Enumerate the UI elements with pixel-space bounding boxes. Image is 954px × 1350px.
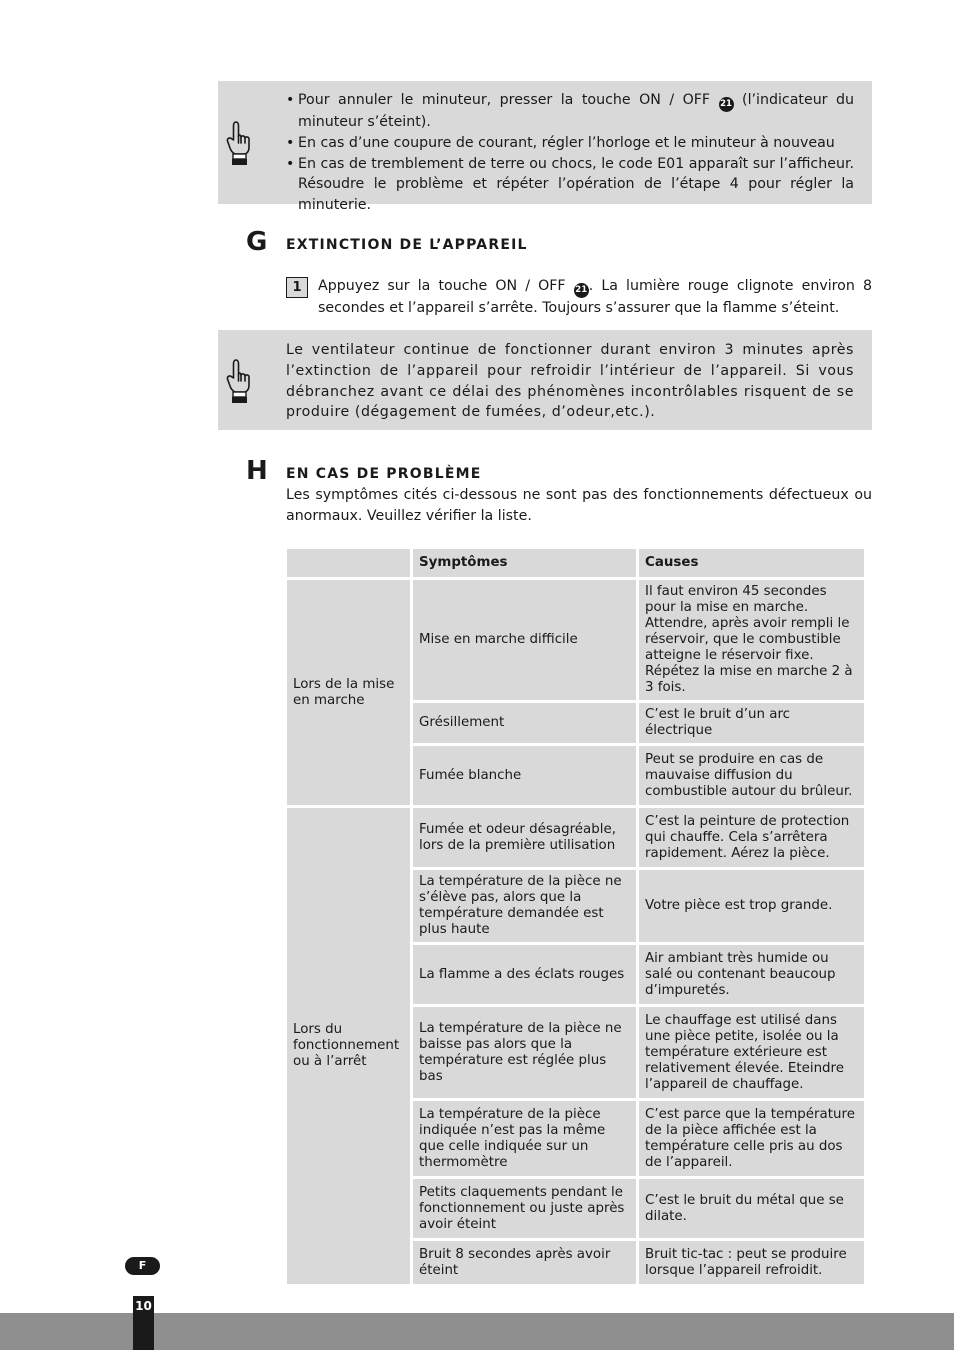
symptom-cell: La température de la pièce ne s’élève pas, alors que la température demandée est plus haute <box>413 870 636 942</box>
note-text: Le ventilateur continue de fonctionner durant environ 3 minutes après l’extinction de l’appareil pour refroidir l’intérieur de l’appareil. Si vous débranchez avant ce délai des phénomènes incontrôlables risquent de se produire (dégagement de fumées, d’odeur,etc.). <box>286 342 854 421</box>
group-label-startup: Lors de la mise en marche <box>287 580 410 805</box>
header-cell-symptoms: Symptômes <box>413 549 636 577</box>
note-text <box>286 90 854 216</box>
cause-cell: Votre pièce est trop grande. <box>639 870 864 942</box>
cause-cell: C’est parce que la température de la pièce affichée est la température celle pris au dos de l’appareil. <box>639 1101 864 1176</box>
note-box-timer <box>218 81 872 214</box>
symptom-cell: Mise en marche difficile <box>413 580 636 700</box>
cause-cell: Il faut environ 45 secondes pour la mise en marche. Attendre, après avoir rempli le réservoir, que le combustible atteigne le réservoir fixe. Répétez la mise en marche 2 à 3 fois. <box>639 580 864 700</box>
note-box-ventilator <box>218 330 872 430</box>
table-header-row <box>287 549 864 577</box>
cause-cell: C’est le bruit du métal que se dilate. <box>639 1179 864 1238</box>
cause-cell: Peut se produire en cas de mauvaise diffusion du combustible autour du brûleur. <box>639 746 864 805</box>
step-number-box: 1 <box>286 277 308 298</box>
symptom-cell: Bruit 8 secondes après avoir éteint <box>413 1241 636 1284</box>
pointing-hand-icon <box>224 120 252 166</box>
cause-cell: Le chauffage est utilisé dans une pièce petite, isolée ou la température extérieure est relativement élevée. Eteindre l’appareil de chauffage. <box>639 1007 864 1098</box>
note-item: • En cas d’une coupure de courant, régler l’horloge et le minuteur à nouveau <box>286 133 854 154</box>
header-cell-empty <box>287 549 410 577</box>
section-letter-g: G <box>246 227 268 257</box>
table-row <box>287 808 864 867</box>
cause-cell: C’est la peinture de protection qui chauffe. Cela s’arrêtera rapidement. Aérez la pièce. <box>639 808 864 867</box>
table-row <box>287 580 864 700</box>
section-intro: Les symptômes cités ci-dessous ne sont pas des fonctionnements défectueux ou anormaux. Veuillez vérifier la liste. <box>286 487 872 524</box>
section-title-extinction: EXTINCTION DE L’APPAREIL <box>286 237 528 253</box>
cause-cell: Bruit tic-tac : peut se produire lorsque l’appareil refroidit. <box>639 1241 864 1284</box>
symptom-cell: La flamme a des éclats rouges <box>413 945 636 1004</box>
symptom-cell: Petits claquements pendant le fonctionnement ou juste après avoir éteint <box>413 1179 636 1238</box>
section-title-problems: EN CAS DE PROBLÈME <box>286 466 482 482</box>
language-badge: F <box>125 1257 160 1275</box>
note-item: • Pour annuler le minuteur, presser la touche ON / OFF 21 (l’indicateur du minuteur s’éteint). <box>286 90 854 133</box>
button-21-ref-icon: 21 <box>574 283 589 298</box>
header-cell-causes: Causes <box>639 549 864 577</box>
section-letter-h: H <box>246 456 268 486</box>
pointing-hand-icon <box>224 358 252 404</box>
page-number: 10 <box>133 1296 154 1350</box>
troubleshooting-table <box>284 546 867 1287</box>
button-21-ref-icon: 21 <box>719 97 734 112</box>
symptom-cell: Fumée blanche <box>413 746 636 805</box>
step-text: Appuyez sur la touche ON / OFF 21 . La lumière rouge clignote environ 8 secondes et l’appareil s’arrête. Toujours s’assurer que la flamme s’éteint. <box>318 278 872 316</box>
symptom-cell: Grésillement <box>413 703 636 743</box>
group-label-operation: Lors du fonctionnement ou à l’arrêt <box>287 808 410 1284</box>
cause-cell: C’est le bruit d’un arc électrique <box>639 703 864 743</box>
symptom-cell: Fumée et odeur désagréable, lors de la première utilisation <box>413 808 636 867</box>
symptom-cell: La température de la pièce ne baisse pas alors que la température est réglée plus bas <box>413 1007 636 1098</box>
cause-cell: Air ambiant très humide ou salé ou contenant beaucoup d’impuretés. <box>639 945 864 1004</box>
symptom-cell: La température de la pièce indiquée n’est pas la même que celle indiquée sur un thermomètre <box>413 1101 636 1176</box>
note-item: • En cas de tremblement de terre ou chocs, le code E01 apparaît sur l’afficheur. Résoudre le problème et répéter l’opération de l’étape 4 pour régler la minuterie. <box>286 154 854 216</box>
